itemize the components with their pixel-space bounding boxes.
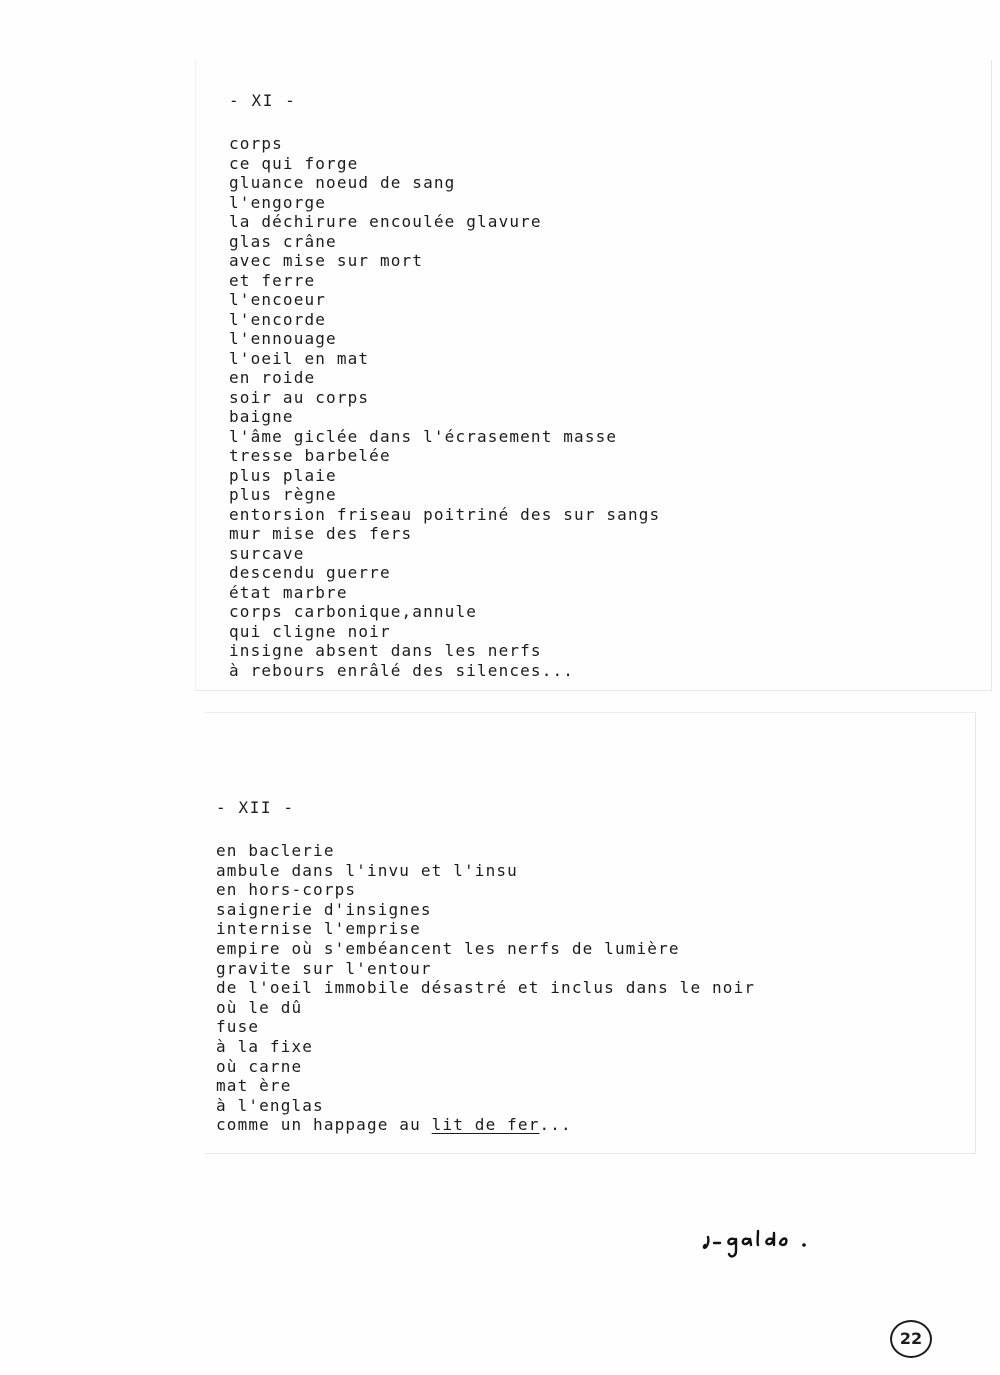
poem-line: état marbre [229,582,348,602]
poem-xi [229,88,660,680]
poem-line: qui cligne noir [229,621,391,641]
poem-line: descendu guerre [229,563,391,582]
poem-line: la déchirure encoulée glavure [229,212,542,231]
poem-last-line [216,1115,755,1135]
poem-line: mur mise des fers [229,524,413,543]
last-line-start: comme un happage au [216,1115,432,1135]
poem-line: l'encoeur [229,290,327,309]
poem-line: entorsion friseau poitriné des sur sangs [229,504,661,524]
poem-line: l'encorde [229,309,327,329]
poem-line: insigne absent dans les nerfs [229,641,542,660]
poem-line: gravite sur l'entour [216,958,432,978]
underlined-phrase: lit de fer [431,1115,540,1135]
poem-line: gluance noeud de sang [229,173,456,192]
poem-line: où carne [216,1056,303,1076]
poem-xii [216,795,755,1135]
poem-line: glas crâne [229,231,337,251]
poem-line: en hors-corps [216,880,357,900]
poem-line: fuse [216,1017,260,1037]
page-number: 22 [890,1320,932,1358]
poem-line: à l'englas [216,1095,324,1115]
poem-line: mat ère [216,1076,292,1096]
poem-line: internise l'emprise [216,919,421,939]
last-line-end: ... [539,1115,572,1135]
poem-line: de l'oeil immobile désastré et inclus dans le noir [216,978,756,998]
poem-line: tresse barbelée [229,446,391,465]
poem-line: corps carbonique,annule [229,602,478,621]
poem-line: et ferre [229,270,316,290]
poem-line: ambule dans l'invu et l'insu [216,860,518,880]
poem-line: soir au corps [229,387,370,407]
poem-line: surcave [229,543,305,563]
poem-line: à la fixe [216,1036,314,1056]
poem-line: avec mise sur mort [229,251,424,270]
poem-line: où le dû [216,997,303,1017]
poem-line: saignerie d'insignes [216,899,432,919]
poem-lines [216,841,755,1135]
poem-line: à rebours enrâlé des silences... [229,660,575,680]
poem-line: en baclerie [216,841,335,860]
poem-line: l'oeil en mat [229,348,370,368]
poem-line: en roide [229,368,316,387]
poem-line: l'âme giclée dans l'écrasement masse [229,426,618,446]
poem-title: - XI - [229,91,297,110]
poem-title: - XII - [216,798,295,817]
poem-line: baigne [229,407,294,426]
poem-line: plus plaie [229,465,337,485]
poem-line: l'engorge [229,192,327,212]
poem-line: corps [229,134,283,153]
poem-line: l'ennouage [229,329,337,348]
poem-lines [229,134,660,680]
poem-line: empire où s'embéancent les nerfs de lumière [216,938,680,958]
poem-line: ce qui forge [229,153,359,173]
signature-mark [700,1225,830,1261]
poem-line: plus règne [229,485,337,504]
